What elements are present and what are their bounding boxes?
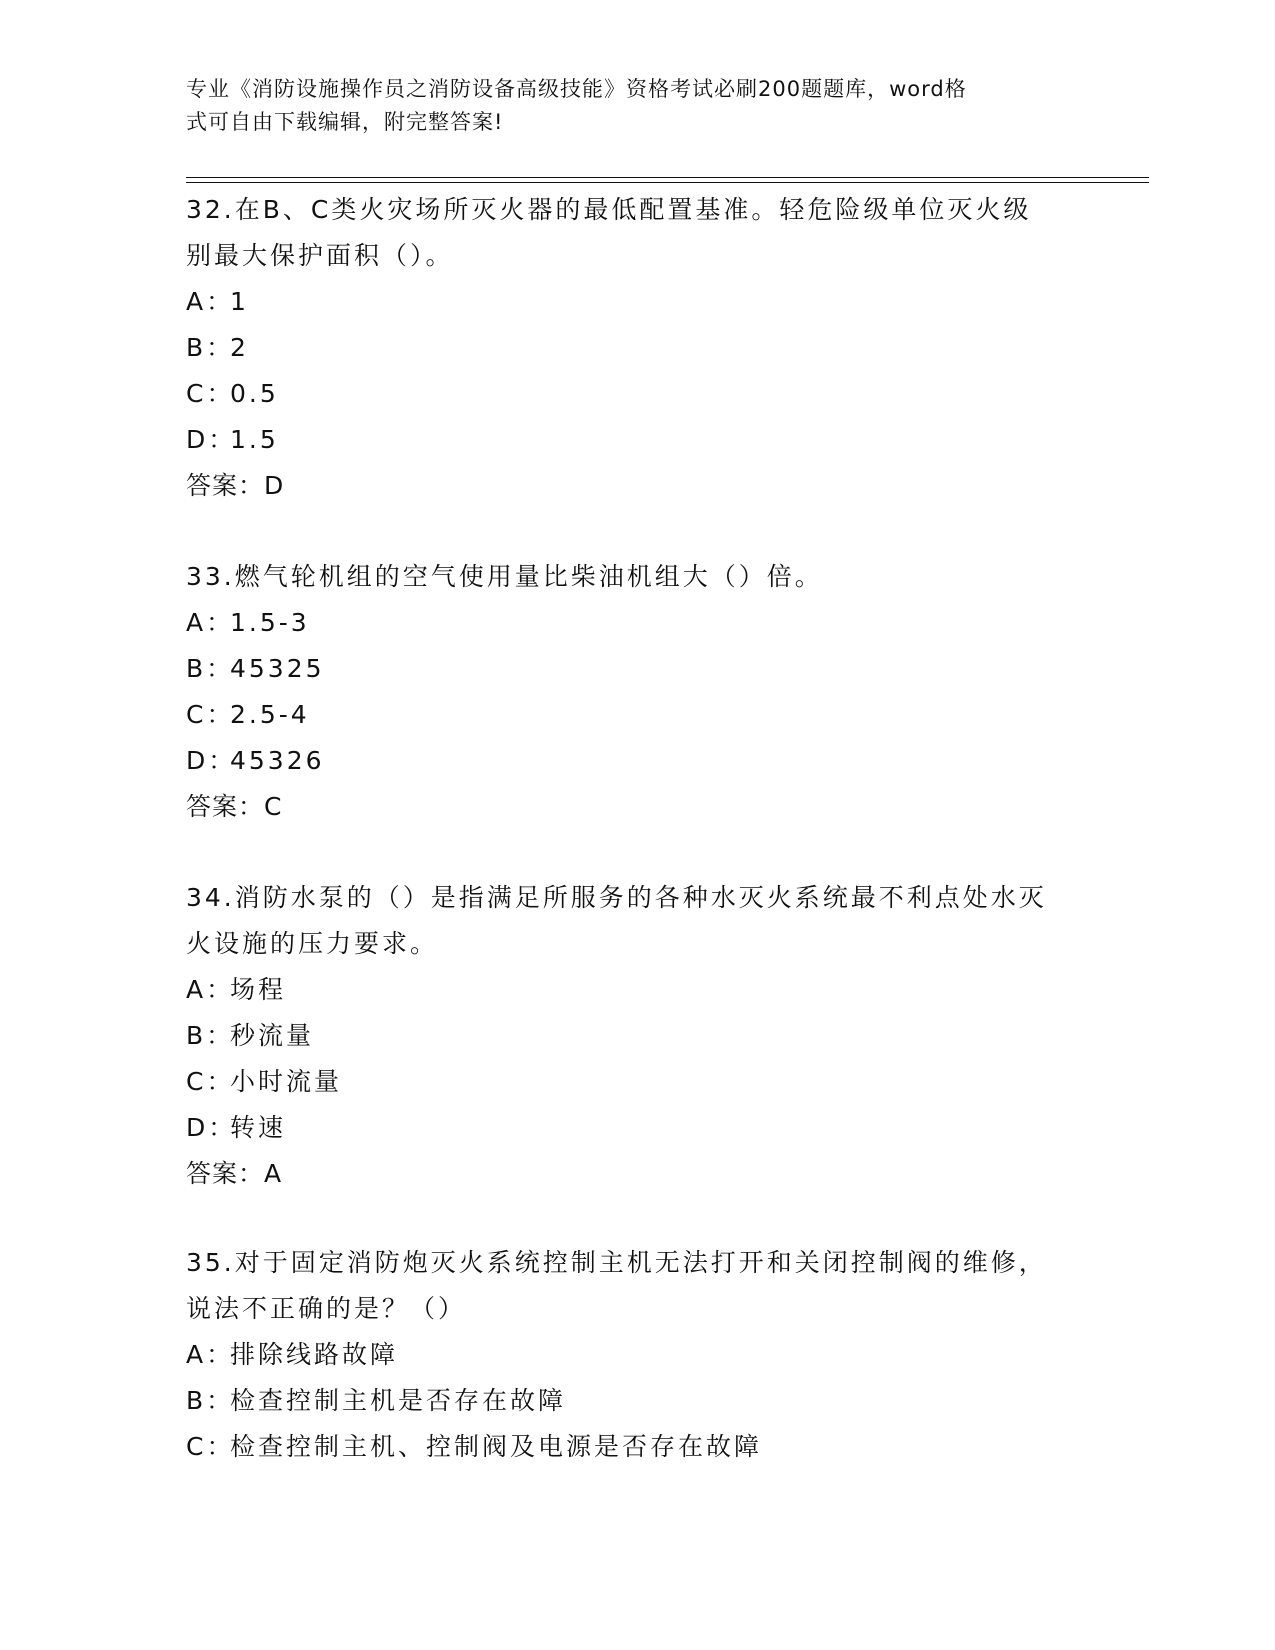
- option-c: [186, 1424, 1086, 1470]
- option-a: [186, 967, 1086, 1013]
- option-text: 检查控制主机、控制阀及电源是否存在故障: [230, 1432, 763, 1461]
- option-text: 场程: [230, 975, 287, 1004]
- option-text: 2.5-4: [230, 700, 310, 729]
- question-stem-line: 33.燃气轮机组的空气使用量比柴油机组大（）倍。: [186, 562, 823, 591]
- option-letter: D：: [186, 746, 237, 775]
- option-text: 1.5: [230, 425, 279, 454]
- question-stem-line: 32.在B、C类火灾场所灭火器的最低配置基准。轻危险级单位灭火级: [186, 195, 1032, 224]
- option-letter: D：: [186, 1113, 237, 1142]
- option-text: 转速: [230, 1113, 287, 1142]
- option-letter: A：: [186, 1340, 235, 1369]
- option-text: 秒流量: [230, 1021, 315, 1050]
- question-stem-line: 说法不正确的是？（）: [186, 1294, 467, 1323]
- option-letter: A：: [186, 975, 235, 1004]
- option-letter: C：: [186, 1432, 235, 1461]
- option-c: [186, 1059, 1086, 1105]
- option-text: 45326: [230, 746, 325, 775]
- header-line-2: 式可自由下载编辑，附完整答案!: [186, 110, 504, 134]
- option-a: [186, 1332, 1086, 1378]
- option-a: [186, 279, 1086, 325]
- header-divider-bottom: [186, 182, 1149, 183]
- option-text: 1: [230, 287, 249, 316]
- option-letter: B：: [186, 1021, 235, 1050]
- option-letter: C：: [186, 1067, 235, 1096]
- option-c: [186, 371, 1086, 417]
- option-b: [186, 1378, 1086, 1424]
- answer-line: 答案：A: [186, 1159, 283, 1188]
- option-letter: D：: [186, 425, 237, 454]
- option-b: [186, 646, 1086, 692]
- option-a: [186, 600, 1086, 646]
- question-35: [186, 1240, 1086, 1470]
- option-b: [186, 1013, 1086, 1059]
- option-letter: B：: [186, 333, 235, 362]
- answer-line: 答案：C: [186, 792, 283, 821]
- header-line-1: 专业《消防设施操作员之消防设备高级技能》资格考试必刷200题题库，word格: [186, 77, 967, 101]
- option-d: [186, 1105, 1086, 1151]
- answer-line: 答案：D: [186, 471, 285, 500]
- option-c: [186, 692, 1086, 738]
- question-stem-line: 别最大保护面积（）。: [186, 241, 454, 270]
- option-letter: B：: [186, 1386, 235, 1415]
- option-letter: C：: [186, 700, 235, 729]
- option-letter: C：: [186, 379, 235, 408]
- option-text: 排除线路故障: [230, 1340, 399, 1369]
- option-text: 检查控制主机是否存在故障: [230, 1386, 567, 1415]
- question-stem-line: 火设施的压力要求。: [186, 929, 439, 958]
- option-d: [186, 738, 1086, 784]
- option-letter: A：: [186, 608, 235, 637]
- option-letter: B：: [186, 654, 235, 683]
- option-text: 45325: [230, 654, 325, 683]
- question-33: [186, 554, 1086, 830]
- question-stem-line: 34.消防水泵的（）是指满足所服务的各种水灭火系统最不利点处水灭: [186, 883, 1047, 912]
- option-b: [186, 325, 1086, 371]
- option-letter: A：: [186, 287, 235, 316]
- document-header: [186, 73, 1076, 139]
- header-divider-top: [186, 177, 1149, 178]
- question-34: [186, 875, 1086, 1197]
- question-32: [186, 187, 1086, 509]
- question-stem-line: 35.对于固定消防炮灭火系统控制主机无法打开和关闭控制阀的维修，: [186, 1248, 1047, 1277]
- option-text: 小时流量: [230, 1067, 343, 1096]
- option-d: [186, 417, 1086, 463]
- option-text: 2: [230, 333, 249, 362]
- option-text: 1.5-3: [230, 608, 310, 637]
- option-text: 0.5: [230, 379, 279, 408]
